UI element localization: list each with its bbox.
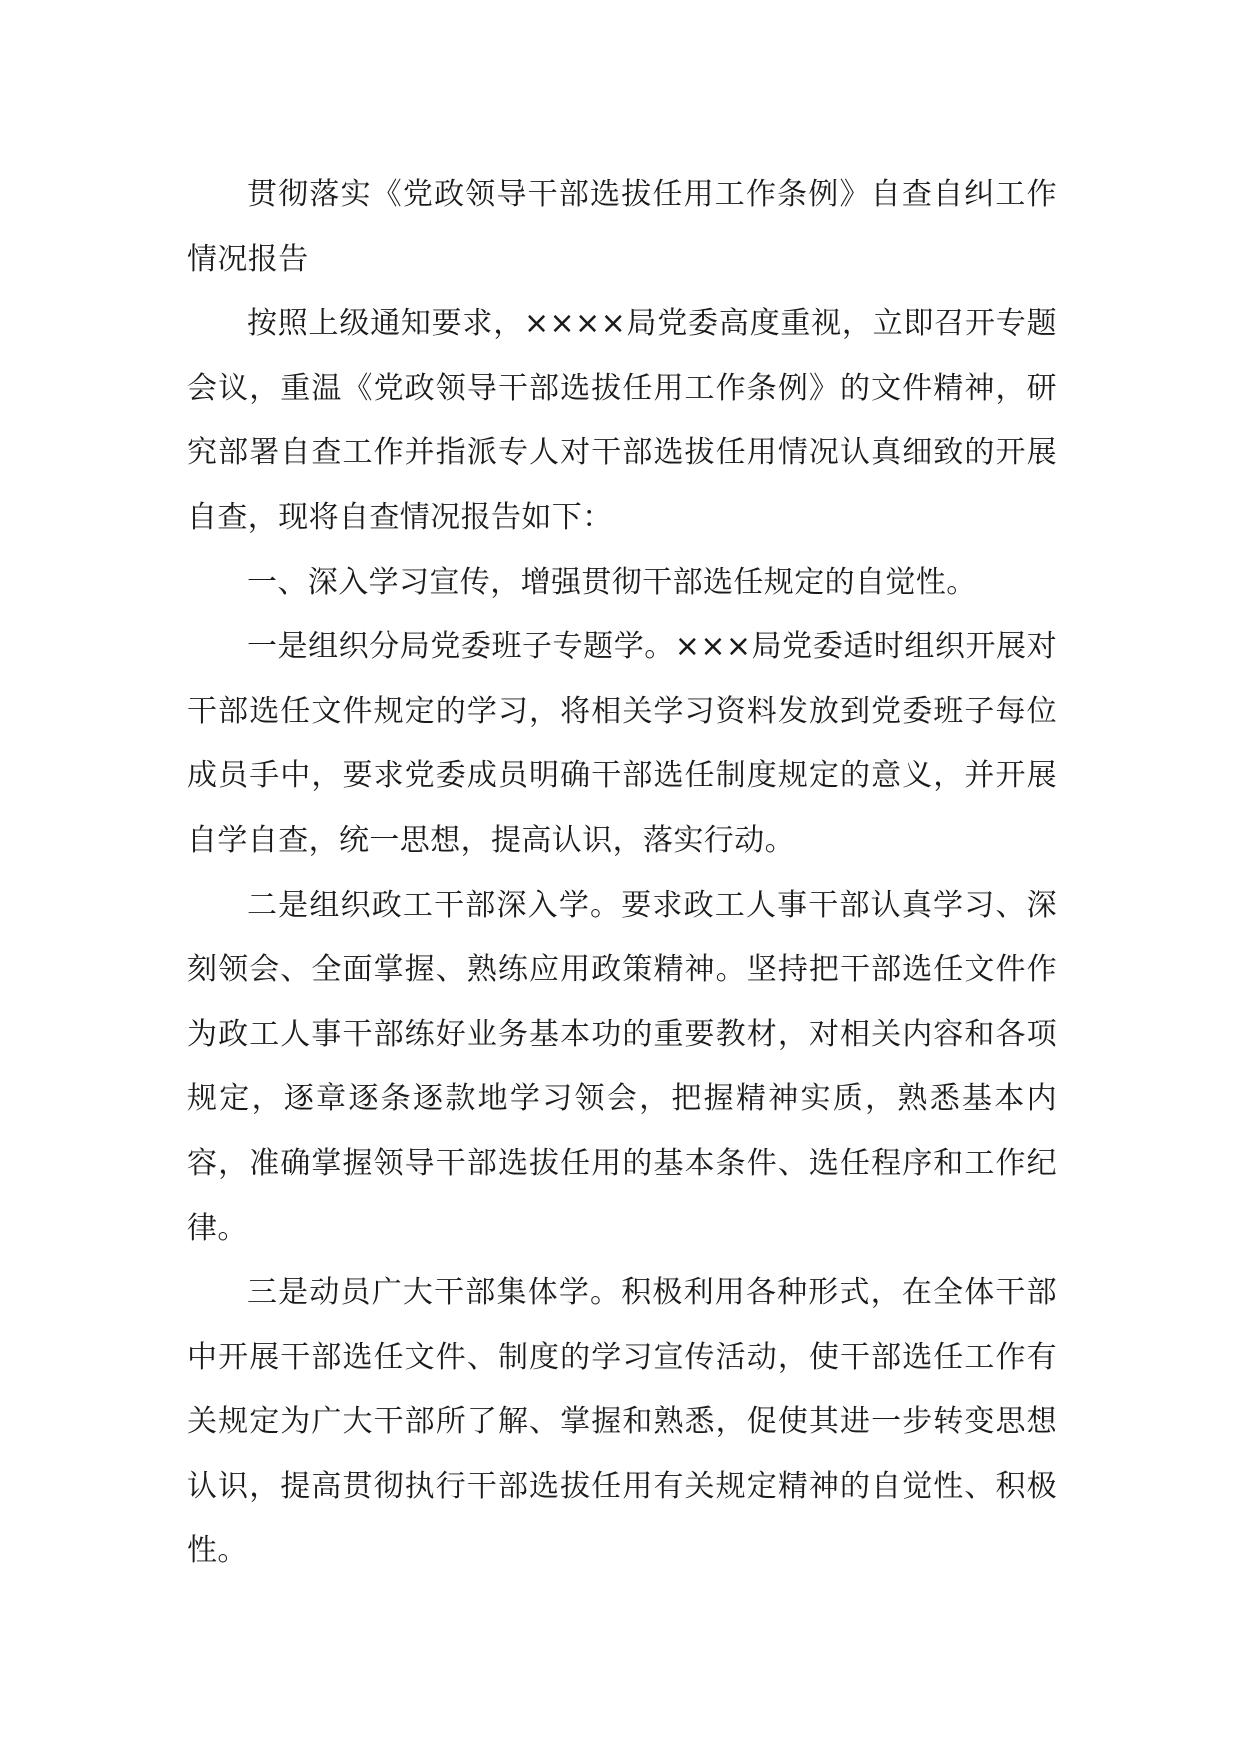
paragraph-point-2: 二是组织政工干部深入学。要求政工人事干部认真学习、深刻领会、全面掌握、熟练应用政策精神。坚持把干部选任文件作为政工人事干部练好业务基本功的重要教材，对相关内容和各项规定，逐章逐条逐款地学习领会，把握精神实质，熟悉基本内容，准确掌握领导干部选拔任用的基本条件、选任程序和工作纪律。 <box>187 887 1057 1246</box>
section-heading-1: 一、深入学习宣传，增强贯彻干部选任规定的自觉性。 <box>247 564 977 600</box>
document-body <box>187 163 1057 1584</box>
paragraph-intro: 按照上级通知要求，××××局党委高度重视，立即召开专题会议，重温《党政领导干部选拔任用工作条例》的文件精神，研究部署自查工作并指派专人对干部选拔任用情况认真细致的开展自查，现将自查情况报告如下： <box>187 306 1057 535</box>
paragraph-point-3: 三是动员广大干部集体学。积极利用各种形式，在全体干部中开展干部选任文件、制度的学习宣传活动，使干部选任工作有关规定为广大干部所了解、掌握和熟悉，促使其进一步转变思想认识，提高贯彻执行干部选拔任用有关规定精神的自觉性、积极性。 <box>187 1275 1057 1569</box>
document-title: 贯彻落实《党政领导干部选拔任用工作条例》自查自纠工作情况报告 <box>187 177 1057 277</box>
paragraph-point-1: 一是组织分局党委班子专题学。×××局党委适时组织开展对干部选任文件规定的学习，将相关学习资料发放到党委班子每位成员手中，要求党委成员明确干部选任制度规定的意义，并开展自学自查，统一思想，提高认识，落实行动。 <box>187 629 1057 858</box>
